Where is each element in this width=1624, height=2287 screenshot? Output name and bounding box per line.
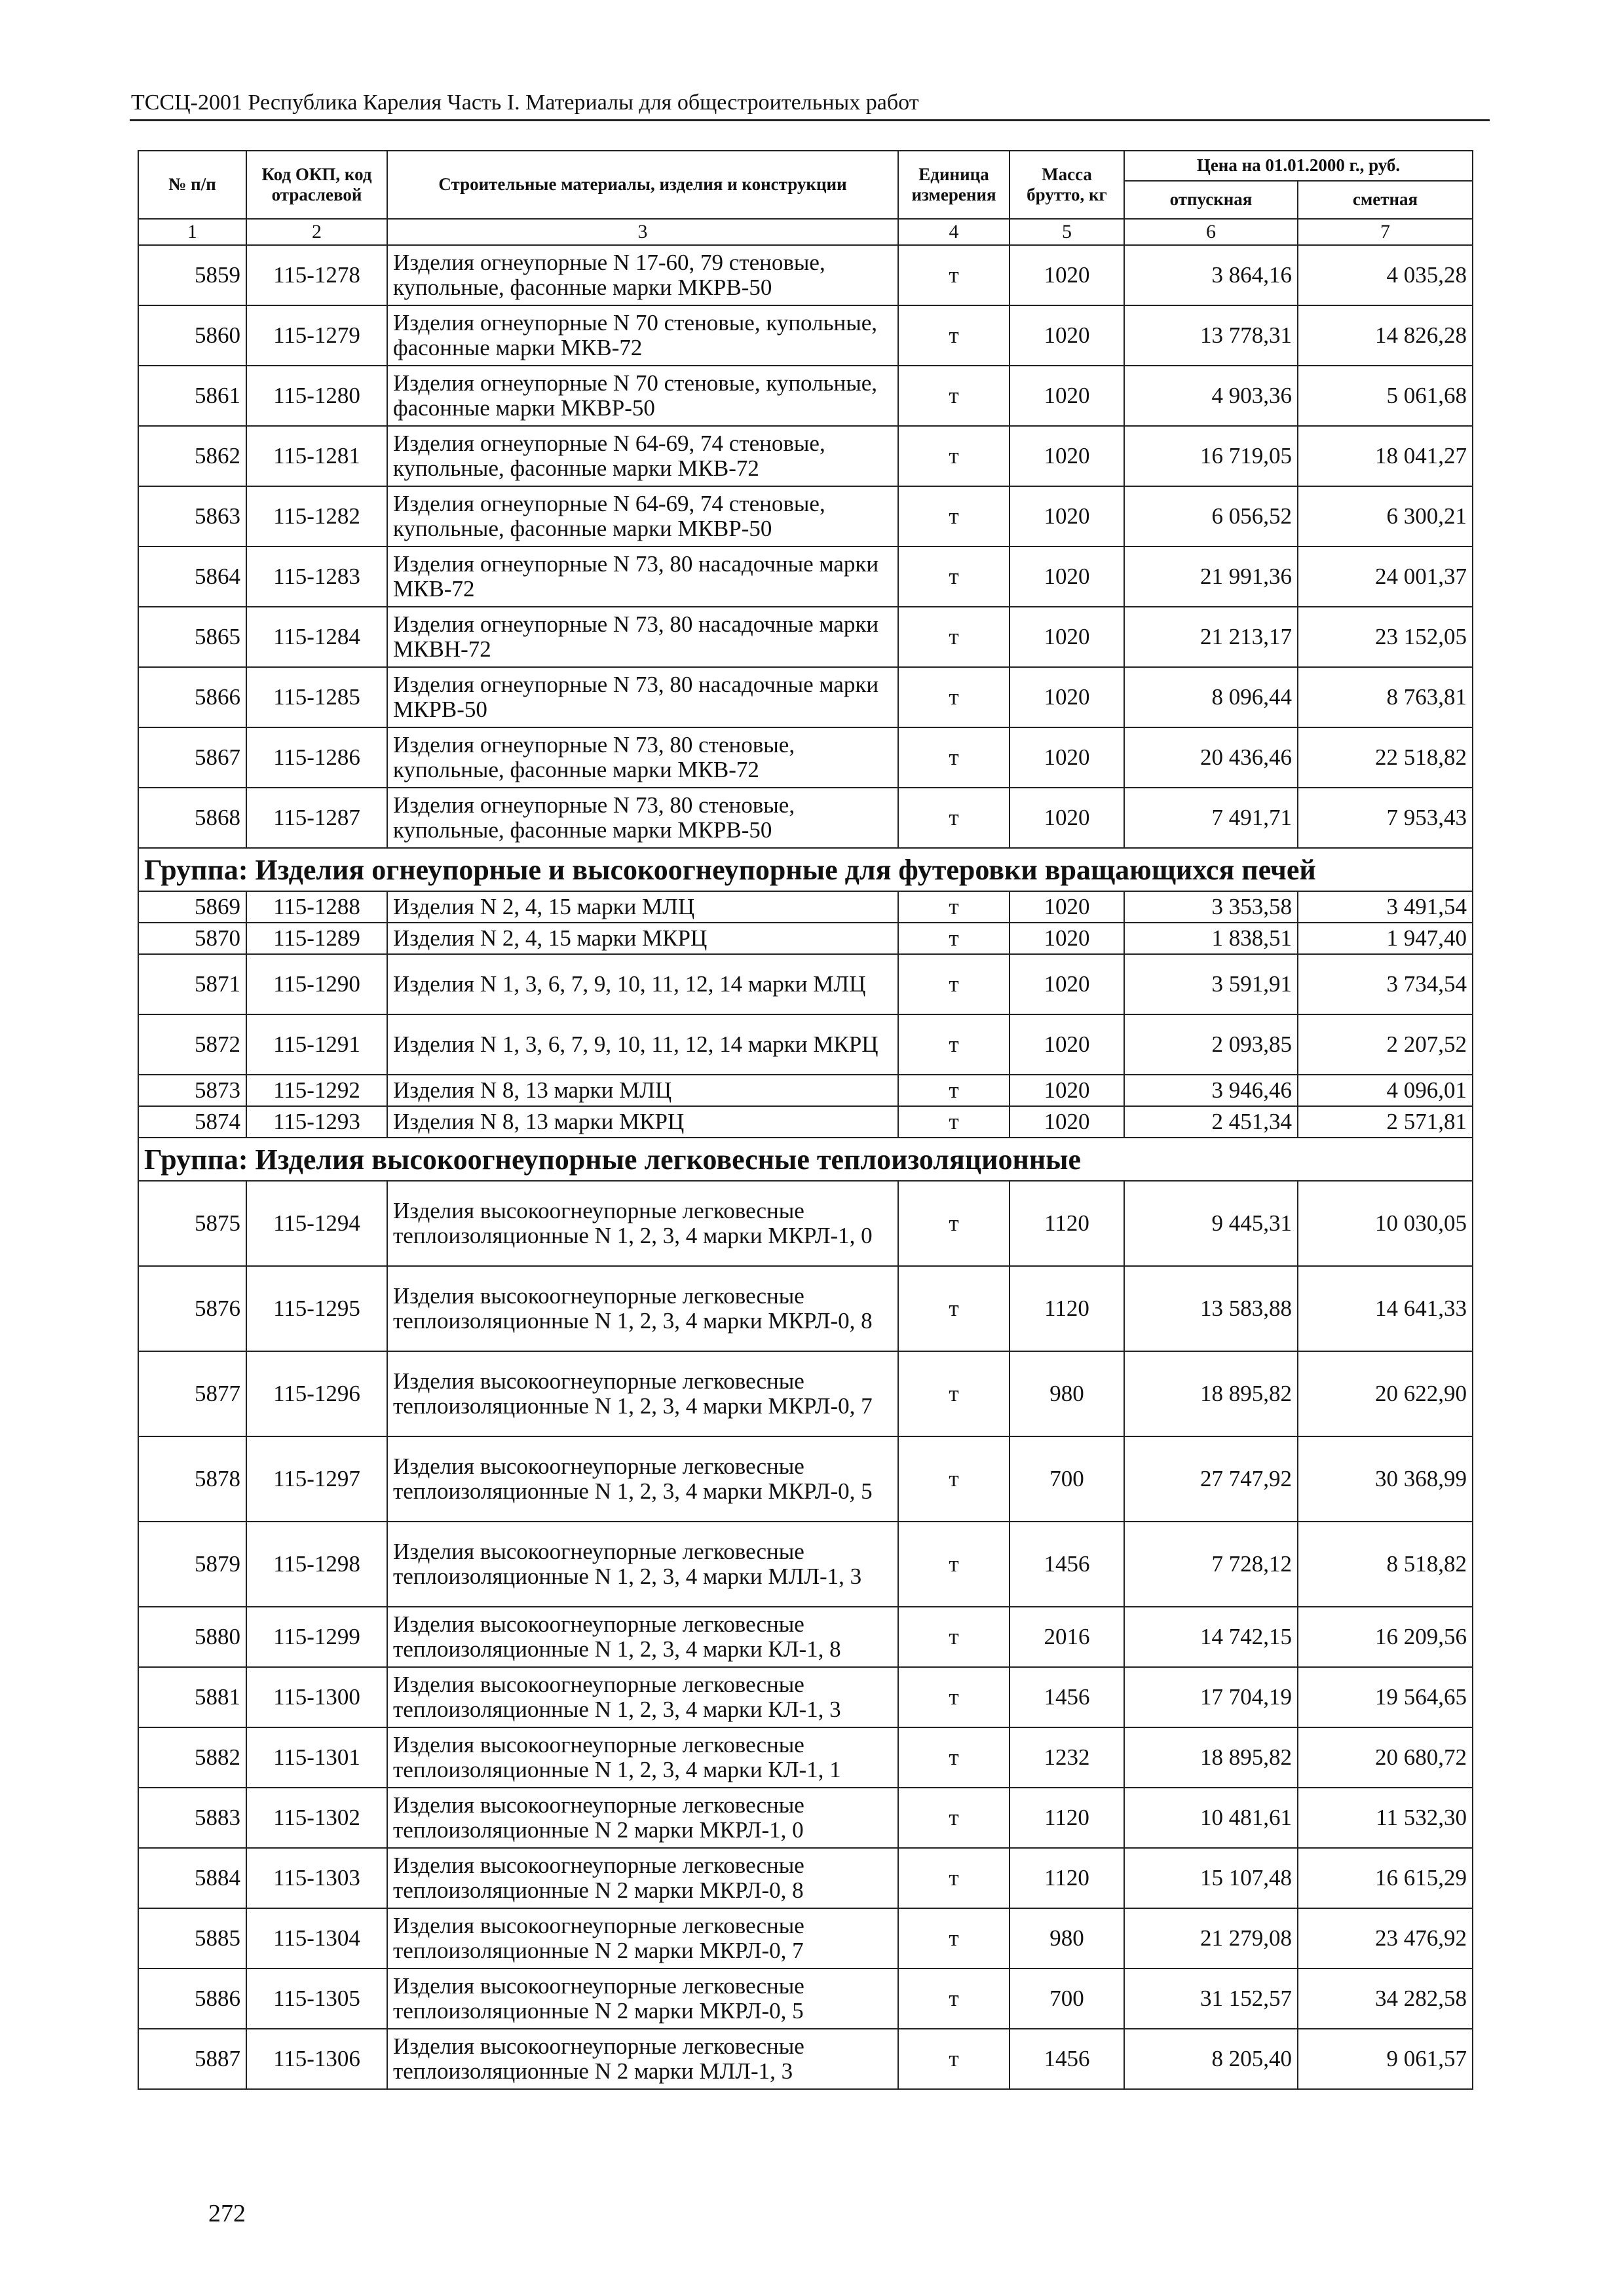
row-price-release: 17 704,19	[1124, 1667, 1298, 1727]
row-price-release: 8 205,40	[1124, 2029, 1298, 2089]
row-price-release: 3 864,16	[1124, 245, 1298, 305]
row-code: 115-1300	[246, 1667, 387, 1727]
table-row	[138, 727, 1473, 788]
row-unit: т	[898, 607, 1010, 667]
row-name: Изделия высокоогнеупорные легковесные теплоизоляционные N 2 марки МКРЛ-0, 7	[387, 1908, 898, 1969]
column-index: 1	[138, 219, 246, 245]
row-mass: 1020	[1010, 366, 1124, 426]
row-price-estimate: 4 035,28	[1298, 245, 1473, 305]
row-number: 5885	[138, 1908, 246, 1969]
row-price-release: 10 481,61	[1124, 1788, 1298, 1848]
row-mass: 980	[1010, 1351, 1124, 1436]
row-number: 5880	[138, 1607, 246, 1667]
table-row	[138, 1727, 1473, 1788]
row-unit: т	[898, 1848, 1010, 1908]
row-mass: 1020	[1010, 486, 1124, 547]
row-code: 115-1288	[246, 891, 387, 923]
row-price-release: 7 728,12	[1124, 1522, 1298, 1607]
row-unit: т	[898, 1788, 1010, 1848]
row-price-release: 16 719,05	[1124, 426, 1298, 486]
row-price-estimate: 14 826,28	[1298, 305, 1473, 366]
group-heading: Группа: Изделия высокоогнеупорные легковесные теплоизоляционные	[138, 1138, 1473, 1181]
row-mass: 2016	[1010, 1607, 1124, 1667]
table-row	[138, 1848, 1473, 1908]
column-index: 5	[1010, 219, 1124, 245]
row-price-release: 15 107,48	[1124, 1848, 1298, 1908]
row-number: 5861	[138, 366, 246, 426]
running-header: ТССЦ-2001 Республика Карелия Часть I. Материалы для общестроительных работ	[131, 90, 919, 115]
row-unit: т	[898, 788, 1010, 848]
row-number: 5874	[138, 1106, 246, 1138]
row-unit: т	[898, 1014, 1010, 1075]
row-code: 115-1302	[246, 1788, 387, 1848]
row-number: 5866	[138, 667, 246, 727]
row-price-release: 13 778,31	[1124, 305, 1298, 366]
row-price-estimate: 16 209,56	[1298, 1607, 1473, 1667]
row-mass: 1020	[1010, 1106, 1124, 1138]
row-unit: т	[898, 547, 1010, 607]
row-mass: 1020	[1010, 923, 1124, 954]
row-code: 115-1283	[246, 547, 387, 607]
row-number: 5867	[138, 727, 246, 788]
row-code: 115-1303	[246, 1848, 387, 1908]
col-header-unit: Единица измерения	[898, 151, 1010, 219]
group-heading-row	[138, 848, 1473, 891]
row-code: 115-1295	[246, 1266, 387, 1351]
row-price-estimate: 8 518,82	[1298, 1522, 1473, 1607]
row-name: Изделия огнеупорные N 73, 80 насадочные марки МКРВ-50	[387, 667, 898, 727]
row-code: 115-1284	[246, 607, 387, 667]
row-price-estimate: 11 532,30	[1298, 1788, 1473, 1848]
row-number: 5887	[138, 2029, 246, 2089]
row-price-estimate: 18 041,27	[1298, 426, 1473, 486]
row-code: 115-1294	[246, 1181, 387, 1266]
row-mass: 1232	[1010, 1727, 1124, 1788]
col-header-num: № п/п	[138, 151, 246, 219]
row-unit: т	[898, 245, 1010, 305]
row-code: 115-1291	[246, 1014, 387, 1075]
row-price-release: 7 491,71	[1124, 788, 1298, 848]
row-name: Изделия огнеупорные N 64-69, 74 стеновые, купольные, фасонные марки МКВ-72	[387, 426, 898, 486]
row-mass: 1120	[1010, 1266, 1124, 1351]
row-name: Изделия высокоогнеупорные легковесные теплоизоляционные N 2 марки МКРЛ-0, 5	[387, 1969, 898, 2029]
row-price-release: 13 583,88	[1124, 1266, 1298, 1351]
row-number: 5871	[138, 954, 246, 1014]
row-price-estimate: 2 207,52	[1298, 1014, 1473, 1075]
table-row	[138, 486, 1473, 547]
row-price-estimate: 23 152,05	[1298, 607, 1473, 667]
row-number: 5879	[138, 1522, 246, 1607]
row-unit: т	[898, 1522, 1010, 1607]
group-heading: Группа: Изделия огнеупорные и высокоогнеупорные для футеровки вращающихся печей	[138, 848, 1473, 891]
table-row	[138, 1667, 1473, 1727]
row-price-estimate: 8 763,81	[1298, 667, 1473, 727]
row-price-estimate: 22 518,82	[1298, 727, 1473, 788]
row-mass: 1020	[1010, 426, 1124, 486]
row-number: 5884	[138, 1848, 246, 1908]
row-number: 5865	[138, 607, 246, 667]
table-row	[138, 1607, 1473, 1667]
row-price-release: 1 838,51	[1124, 923, 1298, 954]
row-price-release: 18 895,82	[1124, 1727, 1298, 1788]
row-name: Изделия огнеупорные N 73, 80 стеновые, купольные, фасонные марки МКРВ-50	[387, 788, 898, 848]
row-unit: т	[898, 2029, 1010, 2089]
row-number: 5859	[138, 245, 246, 305]
column-index: 6	[1124, 219, 1298, 245]
row-unit: т	[898, 1106, 1010, 1138]
row-price-release: 14 742,15	[1124, 1607, 1298, 1667]
row-unit: т	[898, 1667, 1010, 1727]
header-rule	[130, 119, 1490, 121]
row-price-release: 9 445,31	[1124, 1181, 1298, 1266]
row-name: Изделия N 8, 13 марки МКРЦ	[387, 1106, 898, 1138]
col-header-name: Строительные материалы, изделия и конструкции	[387, 151, 898, 219]
row-code: 115-1286	[246, 727, 387, 788]
col-header-mass: Масса брутто, кг	[1010, 151, 1124, 219]
row-unit: т	[898, 891, 1010, 923]
row-name: Изделия огнеупорные N 70 стеновые, купольные, фасонные марки МКВ-72	[387, 305, 898, 366]
row-number: 5881	[138, 1667, 246, 1727]
table-row	[138, 426, 1473, 486]
row-price-estimate: 4 096,01	[1298, 1075, 1473, 1106]
table-row	[138, 1014, 1473, 1075]
row-code: 115-1296	[246, 1351, 387, 1436]
row-number: 5876	[138, 1266, 246, 1351]
row-number: 5886	[138, 1969, 246, 2029]
row-number: 5882	[138, 1727, 246, 1788]
table-row	[138, 1266, 1473, 1351]
row-number: 5873	[138, 1075, 246, 1106]
row-mass: 1120	[1010, 1848, 1124, 1908]
row-number: 5869	[138, 891, 246, 923]
row-number: 5877	[138, 1351, 246, 1436]
row-code: 115-1281	[246, 426, 387, 486]
row-price-release: 3 946,46	[1124, 1075, 1298, 1106]
row-unit: т	[898, 366, 1010, 426]
row-number: 5868	[138, 788, 246, 848]
row-unit: т	[898, 305, 1010, 366]
row-code: 115-1279	[246, 305, 387, 366]
row-code: 115-1301	[246, 1727, 387, 1788]
row-code: 115-1305	[246, 1969, 387, 2029]
row-name: Изделия N 2, 4, 15 марки МЛЦ	[387, 891, 898, 923]
row-code: 115-1287	[246, 788, 387, 848]
row-name: Изделия высокоогнеупорные легковесные теплоизоляционные N 1, 2, 3, 4 марки КЛ-1, 8	[387, 1607, 898, 1667]
row-price-estimate: 34 282,58	[1298, 1969, 1473, 2029]
row-unit: т	[898, 1351, 1010, 1436]
row-price-estimate: 2 571,81	[1298, 1106, 1473, 1138]
row-code: 115-1306	[246, 2029, 387, 2089]
row-code: 115-1293	[246, 1106, 387, 1138]
row-price-release: 21 213,17	[1124, 607, 1298, 667]
row-mass: 1020	[1010, 1075, 1124, 1106]
table-row	[138, 891, 1473, 923]
row-price-estimate: 24 001,37	[1298, 547, 1473, 607]
group-heading-row	[138, 1138, 1473, 1181]
row-number: 5875	[138, 1181, 246, 1266]
row-unit: т	[898, 1436, 1010, 1522]
row-price-release: 31 152,57	[1124, 1969, 1298, 2029]
row-mass: 1456	[1010, 1667, 1124, 1727]
row-price-release: 3 353,58	[1124, 891, 1298, 923]
table-row	[138, 1106, 1473, 1138]
row-mass: 1020	[1010, 667, 1124, 727]
row-name: Изделия высокоогнеупорные легковесные теплоизоляционные N 1, 2, 3, 4 марки МКРЛ-0, 7	[387, 1351, 898, 1436]
row-number: 5860	[138, 305, 246, 366]
row-price-estimate: 20 680,72	[1298, 1727, 1473, 1788]
row-code: 115-1299	[246, 1607, 387, 1667]
row-code: 115-1290	[246, 954, 387, 1014]
row-code: 115-1285	[246, 667, 387, 727]
table-row	[138, 954, 1473, 1014]
row-mass: 700	[1010, 1436, 1124, 1522]
table-row	[138, 1908, 1473, 1969]
row-number: 5872	[138, 1014, 246, 1075]
table-row	[138, 2029, 1473, 2089]
table-row	[138, 1075, 1473, 1106]
table-row	[138, 1351, 1473, 1436]
row-mass: 1020	[1010, 305, 1124, 366]
row-mass: 1020	[1010, 954, 1124, 1014]
table-body	[138, 245, 1473, 2089]
row-price-estimate: 6 300,21	[1298, 486, 1473, 547]
row-unit: т	[898, 1727, 1010, 1788]
row-price-estimate: 14 641,33	[1298, 1266, 1473, 1351]
row-price-release: 21 991,36	[1124, 547, 1298, 607]
row-name: Изделия огнеупорные N 64-69, 74 стеновые, купольные, фасонные марки МКВР-50	[387, 486, 898, 547]
row-unit: т	[898, 486, 1010, 547]
row-code: 115-1289	[246, 923, 387, 954]
row-mass: 1020	[1010, 788, 1124, 848]
row-mass: 1120	[1010, 1788, 1124, 1848]
row-unit: т	[898, 727, 1010, 788]
table-row	[138, 305, 1473, 366]
row-name: Изделия огнеупорные N 73, 80 насадочные марки МКВН-72	[387, 607, 898, 667]
table-row	[138, 1181, 1473, 1266]
row-name: Изделия N 8, 13 марки МЛЦ	[387, 1075, 898, 1106]
row-price-estimate: 9 061,57	[1298, 2029, 1473, 2089]
column-index-row	[138, 219, 1473, 245]
table-row	[138, 788, 1473, 848]
row-name: Изделия N 1, 3, 6, 7, 9, 10, 11, 12, 14 марки МКРЦ	[387, 1014, 898, 1075]
table-row	[138, 547, 1473, 607]
row-price-release: 6 056,52	[1124, 486, 1298, 547]
table-row	[138, 1436, 1473, 1522]
row-code: 115-1298	[246, 1522, 387, 1607]
row-mass: 1456	[1010, 1522, 1124, 1607]
row-name: Изделия высокоогнеупорные легковесные теплоизоляционные N 1, 2, 3, 4 марки МКРЛ-0, 5	[387, 1436, 898, 1522]
row-name: Изделия высокоогнеупорные легковесные теплоизоляционные N 1, 2, 3, 4 марки МКРЛ-0, 8	[387, 1266, 898, 1351]
row-unit: т	[898, 667, 1010, 727]
page-number: 272	[208, 2200, 246, 2227]
row-unit: т	[898, 923, 1010, 954]
row-name: Изделия огнеупорные N 73, 80 стеновые, купольные, фасонные марки МКВ-72	[387, 727, 898, 788]
row-price-estimate: 7 953,43	[1298, 788, 1473, 848]
col-header-code: Код ОКП, код отраслевой	[246, 151, 387, 219]
row-price-release: 4 903,36	[1124, 366, 1298, 426]
row-mass: 1020	[1010, 607, 1124, 667]
row-price-release: 8 096,44	[1124, 667, 1298, 727]
row-name: Изделия огнеупорные N 17-60, 79 стеновые, купольные, фасонные марки МКРВ-50	[387, 245, 898, 305]
table-row	[138, 607, 1473, 667]
row-name: Изделия N 1, 3, 6, 7, 9, 10, 11, 12, 14 марки МЛЦ	[387, 954, 898, 1014]
row-name: Изделия высокоогнеупорные легковесные теплоизоляционные N 2 марки МКРЛ-0, 8	[387, 1848, 898, 1908]
row-name: Изделия высокоогнеупорные легковесные теплоизоляционные N 2 марки МКРЛ-1, 0	[387, 1788, 898, 1848]
row-price-estimate: 20 622,90	[1298, 1351, 1473, 1436]
row-price-estimate: 10 030,05	[1298, 1181, 1473, 1266]
row-mass: 1020	[1010, 547, 1124, 607]
row-price-estimate: 23 476,92	[1298, 1908, 1473, 1969]
table-row	[138, 1522, 1473, 1607]
row-price-estimate: 5 061,68	[1298, 366, 1473, 426]
row-number: 5883	[138, 1788, 246, 1848]
row-number: 5863	[138, 486, 246, 547]
row-name: Изделия огнеупорные N 73, 80 насадочные марки МКВ-72	[387, 547, 898, 607]
row-name: Изделия высокоогнеупорные легковесные теплоизоляционные N 1, 2, 3, 4 марки КЛ-1, 1	[387, 1727, 898, 1788]
row-number: 5878	[138, 1436, 246, 1522]
table-row	[138, 366, 1473, 426]
row-price-estimate: 3 734,54	[1298, 954, 1473, 1014]
col-header-price-estimate: сметная	[1298, 181, 1473, 219]
row-code: 115-1282	[246, 486, 387, 547]
col-header-price-release: отпускная	[1124, 181, 1298, 219]
row-number: 5862	[138, 426, 246, 486]
row-price-estimate: 1 947,40	[1298, 923, 1473, 954]
row-mass: 980	[1010, 1908, 1124, 1969]
row-price-release: 3 591,91	[1124, 954, 1298, 1014]
row-name: Изделия высокоогнеупорные легковесные теплоизоляционные N 1, 2, 3, 4 марки МЛЛ-1, 3	[387, 1522, 898, 1607]
column-index: 4	[898, 219, 1010, 245]
row-price-release: 2 093,85	[1124, 1014, 1298, 1075]
col-header-price-group: Цена на 01.01.2000 г., руб.	[1124, 151, 1473, 181]
row-price-release: 27 747,92	[1124, 1436, 1298, 1522]
row-name: Изделия высокоогнеупорные легковесные теплоизоляционные N 2 марки МЛЛ-1, 3	[387, 2029, 898, 2089]
row-code: 115-1278	[246, 245, 387, 305]
row-name: Изделия высокоогнеупорные легковесные теплоизоляционные N 1, 2, 3, 4 марки МКРЛ-1, 0	[387, 1181, 898, 1266]
row-name: Изделия N 2, 4, 15 марки МКРЦ	[387, 923, 898, 954]
column-index: 2	[246, 219, 387, 245]
row-price-release: 21 279,08	[1124, 1908, 1298, 1969]
row-number: 5864	[138, 547, 246, 607]
table-row	[138, 1788, 1473, 1848]
table-row	[138, 923, 1473, 954]
row-price-estimate: 30 368,99	[1298, 1436, 1473, 1522]
row-mass: 1020	[1010, 727, 1124, 788]
row-price-estimate: 3 491,54	[1298, 891, 1473, 923]
row-mass: 1020	[1010, 891, 1124, 923]
column-index: 7	[1298, 219, 1473, 245]
row-price-estimate: 16 615,29	[1298, 1848, 1473, 1908]
row-unit: т	[898, 1908, 1010, 1969]
price-table	[138, 150, 1473, 2090]
row-unit: т	[898, 426, 1010, 486]
row-mass: 1020	[1010, 245, 1124, 305]
table-row	[138, 245, 1473, 305]
row-code: 115-1292	[246, 1075, 387, 1106]
row-unit: т	[898, 1075, 1010, 1106]
row-code: 115-1304	[246, 1908, 387, 1969]
column-index: 3	[387, 219, 898, 245]
row-unit: т	[898, 1969, 1010, 2029]
row-number: 5870	[138, 923, 246, 954]
row-code: 115-1297	[246, 1436, 387, 1522]
row-name: Изделия высокоогнеупорные легковесные теплоизоляционные N 1, 2, 3, 4 марки КЛ-1, 3	[387, 1667, 898, 1727]
row-unit: т	[898, 954, 1010, 1014]
table-row	[138, 667, 1473, 727]
row-price-release: 2 451,34	[1124, 1106, 1298, 1138]
row-unit: т	[898, 1181, 1010, 1266]
row-unit: т	[898, 1607, 1010, 1667]
row-price-estimate: 19 564,65	[1298, 1667, 1473, 1727]
row-mass: 700	[1010, 1969, 1124, 2029]
row-mass: 1120	[1010, 1181, 1124, 1266]
row-code: 115-1280	[246, 366, 387, 426]
row-price-release: 20 436,46	[1124, 727, 1298, 788]
row-mass: 1456	[1010, 2029, 1124, 2089]
row-price-release: 18 895,82	[1124, 1351, 1298, 1436]
row-mass: 1020	[1010, 1014, 1124, 1075]
row-name: Изделия огнеупорные N 70 стеновые, купольные, фасонные марки МКВР-50	[387, 366, 898, 426]
table-row	[138, 1969, 1473, 2029]
row-unit: т	[898, 1266, 1010, 1351]
